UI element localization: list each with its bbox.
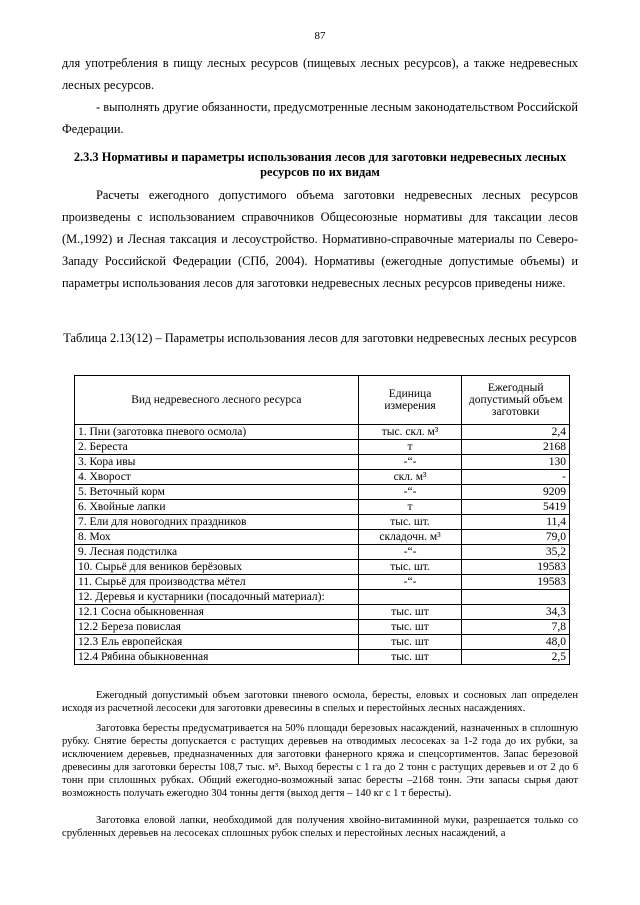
cell-unit: тыс. шт — [358, 635, 462, 650]
cell-resource-type: 12.1 Сосна обыкновенная — [75, 605, 359, 620]
header-annual-volume: Ежегодный допустимый объем заготовки — [462, 376, 570, 425]
paragraph-bullet: - выполнять другие обязанности, предусмотренные лесным законодательством Российской Федерации. — [62, 100, 578, 136]
table-row — [75, 455, 570, 470]
cell-unit: -“- — [358, 455, 462, 470]
cell-unit: -“- — [358, 545, 462, 560]
cell-annual-volume: 11,4 — [462, 515, 570, 530]
table-row — [75, 590, 570, 605]
table-row — [75, 500, 570, 515]
table-row — [75, 515, 570, 530]
cell-unit: тыс. шт — [358, 650, 462, 665]
cell-resource-type: 8. Мох — [75, 530, 359, 545]
cell-unit: скл. м³ — [358, 470, 462, 485]
table-row — [75, 635, 570, 650]
cell-unit: тыс. скл. м³ — [358, 425, 462, 440]
cell-resource-type: 12.3 Ель европейская — [75, 635, 359, 650]
cell-resource-type: 11. Сырьё для производства мётел — [75, 575, 359, 590]
cell-annual-volume: 5419 — [462, 500, 570, 515]
cell-unit: тыс. шт. — [358, 515, 462, 530]
table-row — [75, 650, 570, 665]
cell-resource-type: 1. Пни (заготовка пневого осмола) — [75, 425, 359, 440]
paragraph-continuation: для употребления в пищу лесных ресурсов (пищевых лесных ресурсов), а также недревесных лесных ресурсов. — [62, 56, 578, 92]
table-row — [75, 620, 570, 635]
section-heading: 2.3.3 Нормативы и параметры использования лесов для заготовки недревесных лесных ресурсов по их видам — [73, 150, 567, 179]
cell-resource-type: 3. Кора ивы — [75, 455, 359, 470]
table-row — [75, 545, 570, 560]
cell-annual-volume: - — [462, 470, 570, 485]
page-number: 87 — [314, 30, 326, 42]
cell-unit: -“- — [358, 575, 462, 590]
cell-resource-type: 9. Лесная подстилка — [75, 545, 359, 560]
cell-annual-volume: 34,3 — [462, 605, 570, 620]
cell-unit: т — [358, 440, 462, 455]
resource-norms-table — [74, 375, 570, 665]
cell-annual-volume: 130 — [462, 455, 570, 470]
cell-annual-volume — [462, 590, 570, 605]
cell-unit: складочн. м³ — [358, 530, 462, 545]
table-row — [75, 575, 570, 590]
table-row — [75, 605, 570, 620]
cell-resource-type: 12.2 Береза повислая — [75, 620, 359, 635]
paragraph-birch-bark: Заготовка бересты предусматривается на 50% площади березовых насаждений, назначенных в сплошную рубку. Снятие бересты допускается с растущих деревьев на отводимых лесосеках за 1-2 года до их рубки, за исключением деревьев, предназначенных для заготовки фанерного кряжа и спецсортиментов. Запас березовой древесины для заготовки бересты 108,7 тыс. м³. Выход бересты с 1 га до 2 тонн с растущих деревьев и от 2 до 6 тонн при сплошных рубках. Общий ежегодно-возможный запас бересты –2168 тонн. Эти запасы сырья дают возможность получать ежегодно 304 тонны дегтя (выход дегтя – 140 кг с 1 т бересты). — [62, 723, 578, 799]
cell-annual-volume: 7,8 — [462, 620, 570, 635]
cell-annual-volume: 2,5 — [462, 650, 570, 665]
paragraph-spruce-branches: Заготовка еловой лапки, необходимой для получения хвойно-витаминной муки, разрешается только со срубленных деревьев на лесосеках сплошных рубок спелых и перестойных лесных насаждений, а — [62, 815, 578, 839]
cell-resource-type: 2. Береста — [75, 440, 359, 455]
table-row — [75, 470, 570, 485]
table-row — [75, 425, 570, 440]
cell-resource-type: 6. Хвойные лапки — [75, 500, 359, 515]
cell-annual-volume: 35,2 — [462, 545, 570, 560]
header-resource-type: Вид недревесного лесного ресурса — [75, 376, 359, 425]
cell-annual-volume: 9209 — [462, 485, 570, 500]
table-row — [75, 440, 570, 455]
cell-annual-volume: 48,0 — [462, 635, 570, 650]
table-header-row — [75, 376, 570, 425]
cell-unit: т — [358, 500, 462, 515]
cell-resource-type: 4. Хворост — [75, 470, 359, 485]
cell-resource-type: 12. Деревья и кустарники (посадочный материал): — [75, 590, 359, 605]
cell-resource-type: 10. Сырьё для веников берёзовых — [75, 560, 359, 575]
table-row — [75, 530, 570, 545]
cell-unit: тыс. шт — [358, 620, 462, 635]
cell-unit: тыс. шт — [358, 605, 462, 620]
cell-annual-volume: 19583 — [462, 560, 570, 575]
cell-resource-type: 12.4 Рябина обыкновенная — [75, 650, 359, 665]
cell-annual-volume: 19583 — [462, 575, 570, 590]
header-unit: Единица измерения — [358, 376, 462, 425]
cell-annual-volume: 2168 — [462, 440, 570, 455]
cell-annual-volume: 2,4 — [462, 425, 570, 440]
cell-resource-type: 7. Ели для новогодних праздников — [75, 515, 359, 530]
cell-unit — [358, 590, 462, 605]
table-row — [75, 560, 570, 575]
table-row — [75, 485, 570, 500]
paragraph-intro: Расчеты ежегодного допустимого объема заготовки недревесных лесных ресурсов произведены с использованием справочников Общесоюзные нормативы для таксации лесов (М.,1992) и Лесная таксация и лесоустройство. Нормативно-справочные материалы по Северо-Западу Российской Федерации (СПб, 2004). Нормативы (ежегодные допустимые объемы) и параметры использования лесов для заготовки недревесных лесных ресурсов приведены ниже. — [62, 188, 578, 290]
cell-unit: -“- — [358, 485, 462, 500]
cell-unit: тыс. шт. — [358, 560, 462, 575]
table-caption: Таблица 2.13(12) – Параметры использования лесов для заготовки недревесных лесных ресурсов — [63, 331, 577, 345]
paragraph-annual-volume-note: Ежегодный допустимый объем заготовки пневого осмола, бересты, еловых и сосновых лап определен исходя из расчетной лесосеки для заготовки древесины в спелых и перестойных лесных насаждениях. — [62, 690, 578, 714]
cell-annual-volume: 79,0 — [462, 530, 570, 545]
cell-resource-type: 5. Веточный корм — [75, 485, 359, 500]
